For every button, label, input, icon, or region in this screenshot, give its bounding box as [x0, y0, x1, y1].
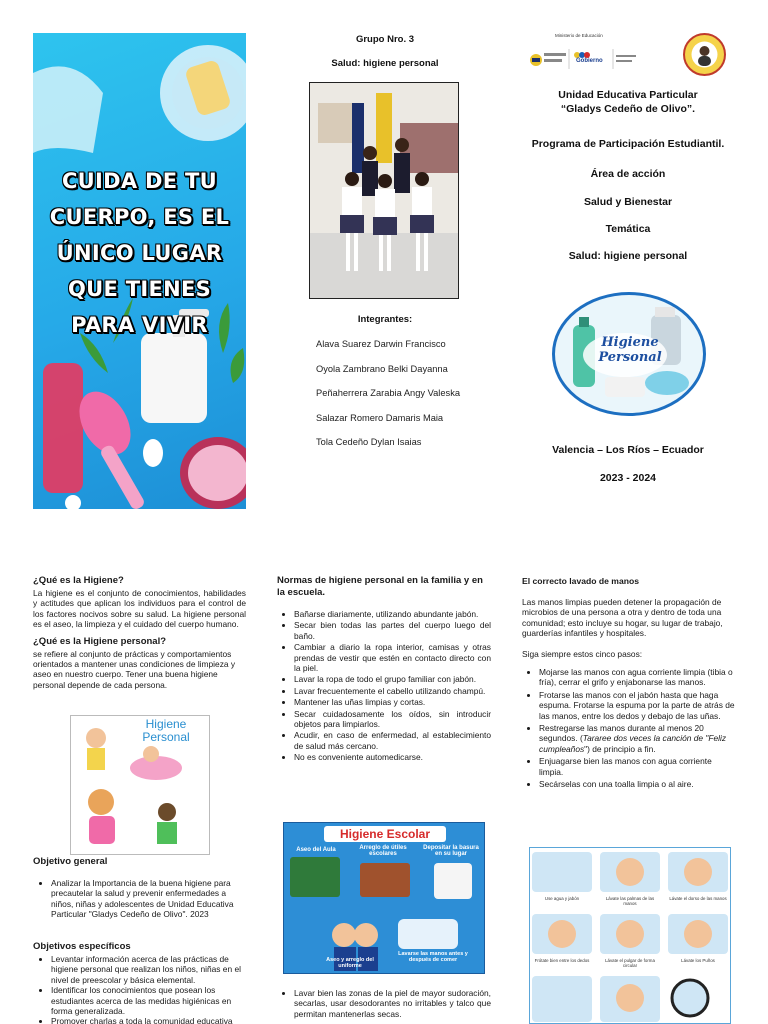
list-item: • Secar bien todas las partes del cuerpo luego del baño.	[294, 620, 491, 641]
step-label: Lávate el dorso de las manos	[669, 896, 727, 901]
school-logo	[683, 33, 726, 76]
members-heading: Integrantes:	[357, 314, 413, 325]
column-normas	[277, 575, 491, 764]
group-number: Grupo Nro. 3	[355, 34, 415, 45]
list-item: • Lavar bien las zonas de la piel de mayor sudoración, secarlas, usar desodorantes no irritables y talco que permitan mantenerlas secas.	[294, 988, 491, 1019]
hygiene-circle-image	[552, 292, 706, 416]
group-photo	[309, 82, 459, 299]
list-item: • Mojarse las manos con agua corriente limpia (tibia o fría), cerrar el grifo y enjabonarse las manos.	[539, 667, 736, 688]
lavado-steps-list	[522, 667, 736, 789]
list-item: • Acudir, en caso de enfermedad, al establecimiento de salud más cercano.	[294, 730, 491, 751]
column-normas-continued	[277, 988, 491, 1019]
list-item: • Secar cuidadosamente los oídos, sin introducir objetos para limpiarlos.	[294, 709, 491, 730]
step-label: Frótate bien entre los dedos	[534, 958, 590, 963]
member-name: Oyola Zambrano Belki Dayanna	[316, 363, 448, 374]
step-label: Lávate las palmas de las manos	[605, 896, 655, 906]
escolar-label: Lavarse las manos antes y después de comer	[398, 951, 468, 963]
member-name: Alava Suarez Darwin Francisco	[316, 339, 446, 349]
lavado-heading: El correcto lavado de manos	[522, 576, 640, 586]
list-item: • Mantener las uñas limpias y cortas.	[294, 697, 491, 707]
step-label: Use agua y jabón	[544, 896, 580, 901]
steps-intro: Siga siempre estos cinco pasos:	[522, 648, 643, 659]
school-name-line2: “Gladys Cedeño de Olivo”.	[560, 103, 696, 115]
higiene-text: La higiene es el conjunto de conocimientos, habilidades y actitudes que aplican los individuos para el control de los factores nocivos sobre su salud. La higiene personal es el aseo, la limpieza y el cuidado del cuerpo humano.	[33, 588, 246, 630]
list-item: • Identificar los conocimientos que posean los estudiantes acerca de las medidas higiénicas en forma generalizada.	[51, 985, 246, 1016]
higiene-personal-heading: ¿Qué es la Higiene personal?	[33, 635, 167, 647]
list-item: • Analizar la Importancia de la buena higiene para precautelar la salud y prevenir enfermedades a niños, niñas y adolescentes de Unidad Educativa Particular "Gladys Cedeño de Olivo". 2023	[51, 878, 246, 920]
ecuador-shield-icon	[527, 33, 642, 75]
list-item	[539, 723, 736, 754]
objetivo-general-heading: Objetivo general	[33, 856, 108, 867]
school-info	[523, 88, 733, 262]
topic-title: Salud: higiene personal	[331, 58, 439, 69]
higiene-personal-text: se refiere al conjunto de prácticas y comportamientos orientados a mantener unas condiciones de limpieza y aseo en nuestro cuerpo. Tener una buena higiene personal depende de cada persona.	[33, 648, 236, 690]
step-label: Lávate el pulgar de forma circular	[605, 958, 655, 968]
area-value: Salud y Bienestar	[583, 196, 673, 208]
program-name: Programa de Participación Estudiantil.	[531, 138, 725, 150]
objetivo-general-section	[33, 856, 246, 920]
column-lavado-manos	[522, 575, 736, 792]
members-list	[316, 339, 516, 462]
location: Valencia – Los Ríos – Ecuador	[552, 444, 704, 456]
normas-list-continued	[277, 988, 491, 1019]
objetivos-especificos-list	[33, 954, 246, 1024]
higiene-escolar-illustration	[283, 822, 485, 974]
higiene-personal-illustration	[70, 715, 210, 855]
ministry-label: Ministerio de Educación	[555, 33, 603, 38]
lavado-manos-illustration	[529, 847, 731, 1024]
member-name: Tola Cedeño Dylan Isaias	[316, 437, 422, 447]
area-label: Área de acción	[590, 168, 666, 180]
list-item: • Enjuagarse bien las manos con agua corriente limpia.	[539, 756, 736, 777]
list-item: • No es conveniente automedicarse.	[294, 752, 491, 762]
list-item: • Frotarse las manos con el jabón hasta que haga espuma. Frotarse la espuma por la parte de atrás de las manos, entre los dedos y debajo de las uñas.	[539, 690, 736, 721]
list-item: • Lavar frecuentemente el cabello utilizando champú.	[294, 686, 491, 696]
member-name: Salazar Romero Damaris Maia	[316, 412, 444, 423]
member-name: Peñaherrera Zarabia Angy Valeska	[316, 388, 461, 398]
objetivos-especificos-heading: Objetivos específicos	[33, 941, 131, 952]
column-higiene	[33, 575, 246, 690]
gobierno-label: Gobierno	[576, 58, 603, 64]
ministry-logos	[527, 33, 642, 75]
school-name	[523, 88, 733, 116]
circle-title: Higiene Personal	[598, 335, 662, 365]
school-years: 2023 - 2024	[599, 472, 657, 484]
list-item: • Levantar información acerca de las prácticas de higiene personal que realizan los niños, niñas en el nivel de preescolar y básica elemental.	[51, 954, 246, 985]
normas-list	[277, 609, 491, 763]
step-label: Lávate los Puños	[681, 958, 715, 963]
escolar-label: Arreglo de útiles escolares	[359, 845, 407, 857]
step3-text-end: ") de principio a fin.	[584, 743, 656, 754]
escolar-label: Depositar la basura en su lugar	[423, 845, 479, 857]
list-item: • Promover charlas a toda la comunidad educativa	[51, 1016, 246, 1024]
escolar-label: Aseo y arreglo del uniforme	[326, 957, 374, 969]
school-name-line1: Unidad Educativa Particular	[558, 89, 698, 101]
objetivo-general-list	[33, 878, 246, 920]
step3-text: Restregarse las manos durante al menos 20 segundos. (	[539, 723, 704, 744]
cover-panel	[33, 33, 246, 509]
list-item: • Lavar la ropa de todo el grupo familiar con jabón.	[294, 674, 491, 684]
list-item: • Secárselas con una toalla limpia o al aire.	[539, 779, 736, 789]
list-item: • Cambiar a diario la ropa interior, camisas y otras prendas de vestir que estén en contacto directo con la piel.	[294, 642, 491, 673]
tematica-value: Salud: higiene personal	[568, 250, 688, 262]
escolar-title: Higiene Escolar	[324, 826, 446, 842]
normas-heading: Normas de higiene personal en la familia y en la escuela.	[277, 575, 483, 598]
tematica-label: Temática	[605, 223, 651, 235]
escolar-label: Aseo del Aula	[296, 847, 336, 853]
illustration-title: Higiene Personal	[142, 717, 190, 744]
higiene-heading: ¿Qué es la Higiene?	[33, 575, 124, 586]
step3-italic: Tararee dos veces la canción de "Feliz cumpleaños	[539, 733, 727, 754]
cover-slogan: CUIDA DE TU CUERPO, ES EL ÚNICO LUGAR QUE TIENES PARA VIVIR	[49, 169, 230, 337]
lavado-intro: Las manos limpias pueden detener la propagación de microbios de una persona a otra y dentro de toda una comunidad; esto incluye su hogar, su lugar de trabajo, guarderías infantiles y hospitales.	[522, 597, 723, 639]
list-item: • Bañarse diariamente, utilizando abundante jabón.	[294, 609, 491, 619]
objetivos-especificos-section	[33, 941, 246, 1024]
